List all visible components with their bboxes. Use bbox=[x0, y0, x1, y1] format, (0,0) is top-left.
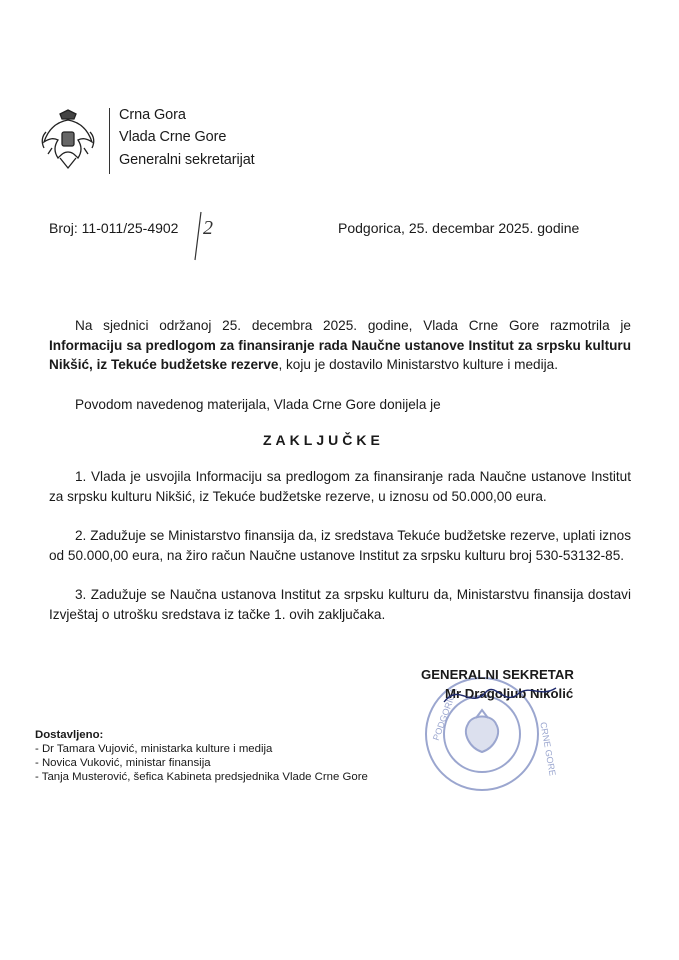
distribution-item: - Dr Tamara Vujović, ministarka kulture i medija bbox=[35, 743, 273, 755]
conclusions-heading: ZAKLJUČKE bbox=[263, 432, 384, 448]
distribution-label: Dostavljeno: bbox=[35, 729, 104, 741]
conclusion-item-1: 1. Vlada je usvojila Informaciju sa predlogom za finansiranje rada Naučne ustanove Institut za srpsku kulturu Nikšić, iz Tekuće budžetske rezerve, u iznosu od 50.000,00 eura. bbox=[49, 469, 631, 504]
intro-paragraph bbox=[49, 316, 631, 375]
signature-scribble bbox=[440, 676, 560, 716]
header-secretariat: Generalni sekretarijat bbox=[119, 152, 255, 168]
header-government: Vlada Crne Gore bbox=[119, 129, 227, 145]
place-date: Podgorica, 25. decembar 2025. godine bbox=[338, 220, 580, 236]
header-divider bbox=[109, 108, 110, 174]
stamp-text-right: CRNE GORE bbox=[538, 721, 558, 777]
intro-text-bold: Informaciju sa predlogom za finansiranje rada Naučne ustanove Institut za srpsku kulturu Nikšić, iz Tekuće budžetske rezerve bbox=[49, 337, 631, 373]
handwritten-suffix: 2 bbox=[203, 217, 213, 239]
distribution-item: - Tanja Musterović, šefica Kabineta predsjednika Vlade Crne Gore bbox=[35, 771, 368, 783]
signature-name: Mr Dragoljub Nikolić bbox=[445, 686, 574, 701]
header-country: Crna Gora bbox=[119, 107, 186, 123]
reference-number: Broj: 11-011/25-4902 bbox=[49, 220, 179, 236]
conclusion-item-3: 3. Zadužuje se Naučna ustanova Institut za srpsku kulturu da, Ministarstvu finansija dostavi Izvještaj o utrošku sredstava iz tačke 1. ovih zaključaka. bbox=[49, 587, 631, 622]
intro-text-b: , koju je dostavilo Ministarstvo kulture i medija. bbox=[278, 357, 558, 373]
signature-title: GENERALNI SEKRETAR bbox=[421, 667, 574, 682]
handwritten-mark bbox=[193, 210, 223, 262]
intro-text-a: Na sjednici održanoj 25. decembra 2025. godine, Vlada Crne Gore razmotrila je bbox=[75, 318, 631, 333]
conclusion-item-2: 2. Zadužuje se Ministarstvo finansija da, iz sredstava Tekuće budžetske rezerve, uplati iznos od 50.000,00 eura, na žiro račun Naučne ustanove Institut za srpsku kulturu broj 530-53132-85. bbox=[49, 528, 631, 563]
intro-decision-line: Povodom navedenog materijala, Vlada Crne Gore donijela je bbox=[75, 397, 441, 412]
distribution-item: - Novica Vuković, ministar finansija bbox=[35, 757, 211, 769]
stamp-text-left: PODGORICA bbox=[430, 686, 460, 742]
coat-of-arms-icon bbox=[38, 108, 98, 172]
